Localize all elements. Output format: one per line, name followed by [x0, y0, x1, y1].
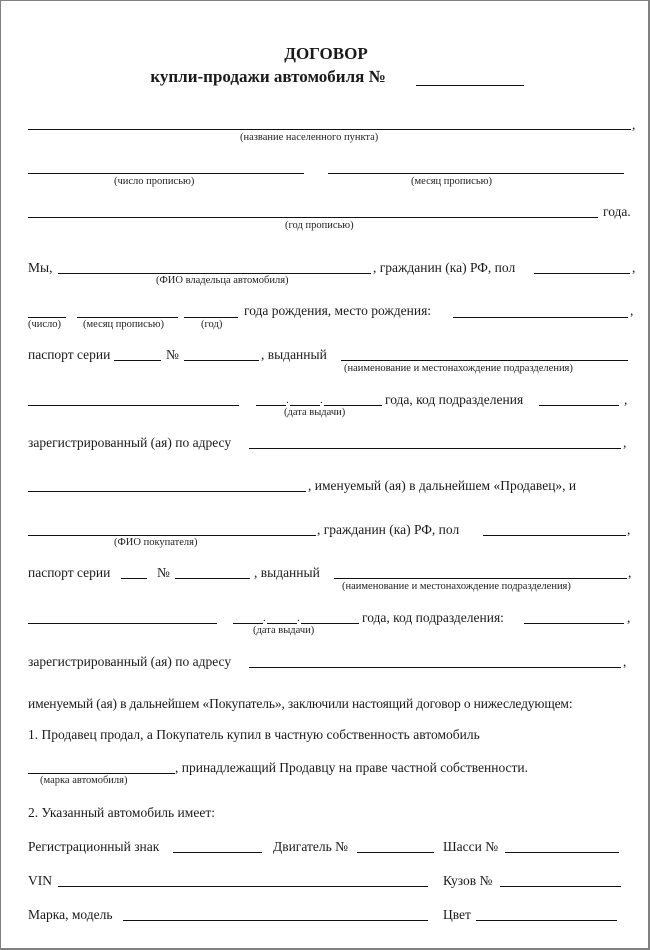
engine-number-field[interactable] — [357, 852, 434, 853]
buyer-registered-label: зарегистрированный (ая) по адресу — [28, 654, 232, 669]
document-subtitle: купли-продажи автомобиля № — [150, 67, 386, 86]
buyer-sex-field[interactable] — [483, 535, 626, 536]
year-caption: (год прописью) — [285, 220, 354, 231]
day-field[interactable] — [28, 173, 304, 174]
car-brand-caption: (марка автомобиля) — [40, 775, 128, 786]
month-caption: (месяц прописью) — [411, 176, 492, 187]
place-caption: (название населенного пункта) — [240, 132, 379, 143]
seller-sex-comma: , — [632, 260, 636, 275]
seller-sex-field[interactable] — [534, 273, 630, 274]
buyer-issuer-comma: , — [628, 565, 632, 580]
seller-birth-label: года рождения, место рождения: — [244, 303, 432, 318]
seller-birthplace-field[interactable] — [453, 317, 628, 318]
seller-birth-month-caption: (месяц прописью) — [83, 319, 164, 330]
seller-issue-dot-1: . — [286, 394, 289, 406]
seller-address-field-cont[interactable] — [28, 491, 306, 492]
buyer-passport-number-label: № — [157, 565, 170, 580]
document-title: ДОГОВОР — [284, 44, 368, 63]
seller-passport-series-field[interactable] — [114, 360, 161, 361]
buyer-named-label: именуемый (ая) в дальнейшем «Покупатель», заключили настоящий договор о нижеследующем: — [28, 696, 573, 711]
place-field[interactable] — [28, 129, 631, 130]
buyer-passport-number-field[interactable] — [175, 578, 250, 579]
vin-label: VIN — [28, 873, 52, 888]
reg-sign-label: Регистрационный знак — [28, 839, 160, 854]
seller-passport-number-field[interactable] — [184, 360, 259, 361]
seller-issue-dot-2: . — [320, 394, 323, 406]
body-number-field[interactable] — [500, 886, 621, 887]
buyer-fio-field[interactable] — [28, 535, 316, 536]
seller-birth-day-field[interactable] — [28, 317, 66, 318]
seller-birth-month-field[interactable] — [77, 317, 178, 318]
buyer-issue-month-field[interactable] — [267, 623, 297, 624]
buyer-passport-series-label: паспорт серии — [28, 565, 111, 580]
seller-division-code-field[interactable] — [539, 405, 619, 406]
year-suffix: года. — [603, 204, 631, 219]
buyer-passport-series-field[interactable] — [121, 578, 147, 579]
seller-fio-field[interactable] — [58, 273, 371, 274]
chassis-number-field[interactable] — [505, 852, 619, 853]
buyer-citizen-label: , гражданин (ка) РФ, пол — [317, 522, 460, 537]
seller-birthplace-comma: , — [630, 303, 634, 318]
seller-passport-number-label: № — [166, 347, 179, 362]
color-label: Цвет — [443, 907, 471, 922]
seller-address-comma: , — [623, 435, 627, 450]
car-brand-field[interactable] — [28, 773, 175, 774]
buyer-division-comma: , — [627, 610, 631, 625]
clause2-heading: 2. Указанный автомобиль имеет: — [28, 805, 215, 820]
reg-sign-field[interactable] — [173, 852, 262, 853]
make-model-label: Марка, модель — [28, 907, 113, 922]
seller-passport-series-label: паспорт серии — [28, 347, 111, 362]
color-field[interactable] — [476, 920, 617, 921]
vin-field[interactable] — [58, 886, 428, 887]
seller-division-comma: , — [624, 392, 628, 407]
buyer-fio-caption: (ФИО покупателя) — [114, 537, 198, 548]
buyer-issuer-caption: (наименование и местонахождение подразделения) — [342, 581, 571, 592]
seller-birth-year-caption: (год) — [201, 319, 223, 330]
seller-named-label: , именуемый (ая) в дальнейшем «Продавец», и — [308, 478, 577, 493]
seller-issue-day-field[interactable] — [256, 405, 286, 406]
seller-address-field[interactable] — [249, 448, 621, 449]
clause1-ownership-text: , принадлежащий Продавцу на праве частной собственности. — [175, 760, 529, 775]
seller-issue-year-label: года, код подразделения — [385, 392, 524, 407]
buyer-issue-dot-2: . — [297, 612, 300, 624]
seller-issued-label: , выданный — [261, 347, 327, 362]
day-caption: (число прописью) — [114, 176, 195, 187]
make-model-field[interactable] — [123, 920, 428, 921]
clause1-text: 1. Продавец продал, а Покупатель купил в частную собственность автомобиль — [28, 727, 480, 742]
seller-issuer-caption: (наименование и местонахождение подразделения) — [344, 363, 573, 374]
buyer-issue-date-caption: (дата выдачи) — [253, 625, 315, 636]
buyer-issue-day-field[interactable] — [233, 623, 263, 624]
buyer-sex-comma: , — [627, 522, 631, 537]
seller-birth-year-field[interactable] — [184, 317, 238, 318]
seller-citizen-label: , гражданин (ка) РФ, пол — [373, 260, 516, 275]
contract-number-field[interactable] — [416, 85, 524, 86]
seller-issue-month-field[interactable] — [290, 405, 320, 406]
chassis-label: Шасси № — [443, 839, 499, 854]
seller-fio-caption: (ФИО владельца автомобиля) — [156, 275, 289, 286]
buyer-issuer-field[interactable] — [334, 578, 627, 579]
buyer-issued-label: , выданный — [254, 565, 320, 580]
buyer-issue-year-label: года, код подразделения: — [362, 610, 504, 625]
buyer-division-code-field[interactable] — [524, 623, 624, 624]
year-field[interactable] — [28, 217, 598, 218]
buyer-address-comma: , — [623, 654, 627, 669]
seller-birth-day-caption: (число) — [28, 319, 62, 330]
engine-label: Двигатель № — [273, 839, 349, 854]
month-field[interactable] — [328, 173, 624, 174]
buyer-address-field[interactable] — [249, 667, 621, 668]
seller-issue-date-caption: (дата выдачи) — [284, 407, 346, 418]
buyer-issuer-field-cont[interactable] — [28, 623, 217, 624]
buyer-issue-dot-1: . — [263, 612, 266, 624]
seller-issuer-field-cont[interactable] — [28, 405, 239, 406]
seller-issuer-field[interactable] — [341, 360, 628, 361]
we-label: Мы, — [28, 260, 53, 275]
place-comma: , — [632, 117, 636, 132]
seller-registered-label: зарегистрированный (ая) по адресу — [28, 435, 232, 450]
buyer-issue-year-field[interactable] — [301, 623, 359, 624]
body-label: Кузов № — [443, 873, 493, 888]
seller-issue-year-field[interactable] — [324, 405, 382, 406]
